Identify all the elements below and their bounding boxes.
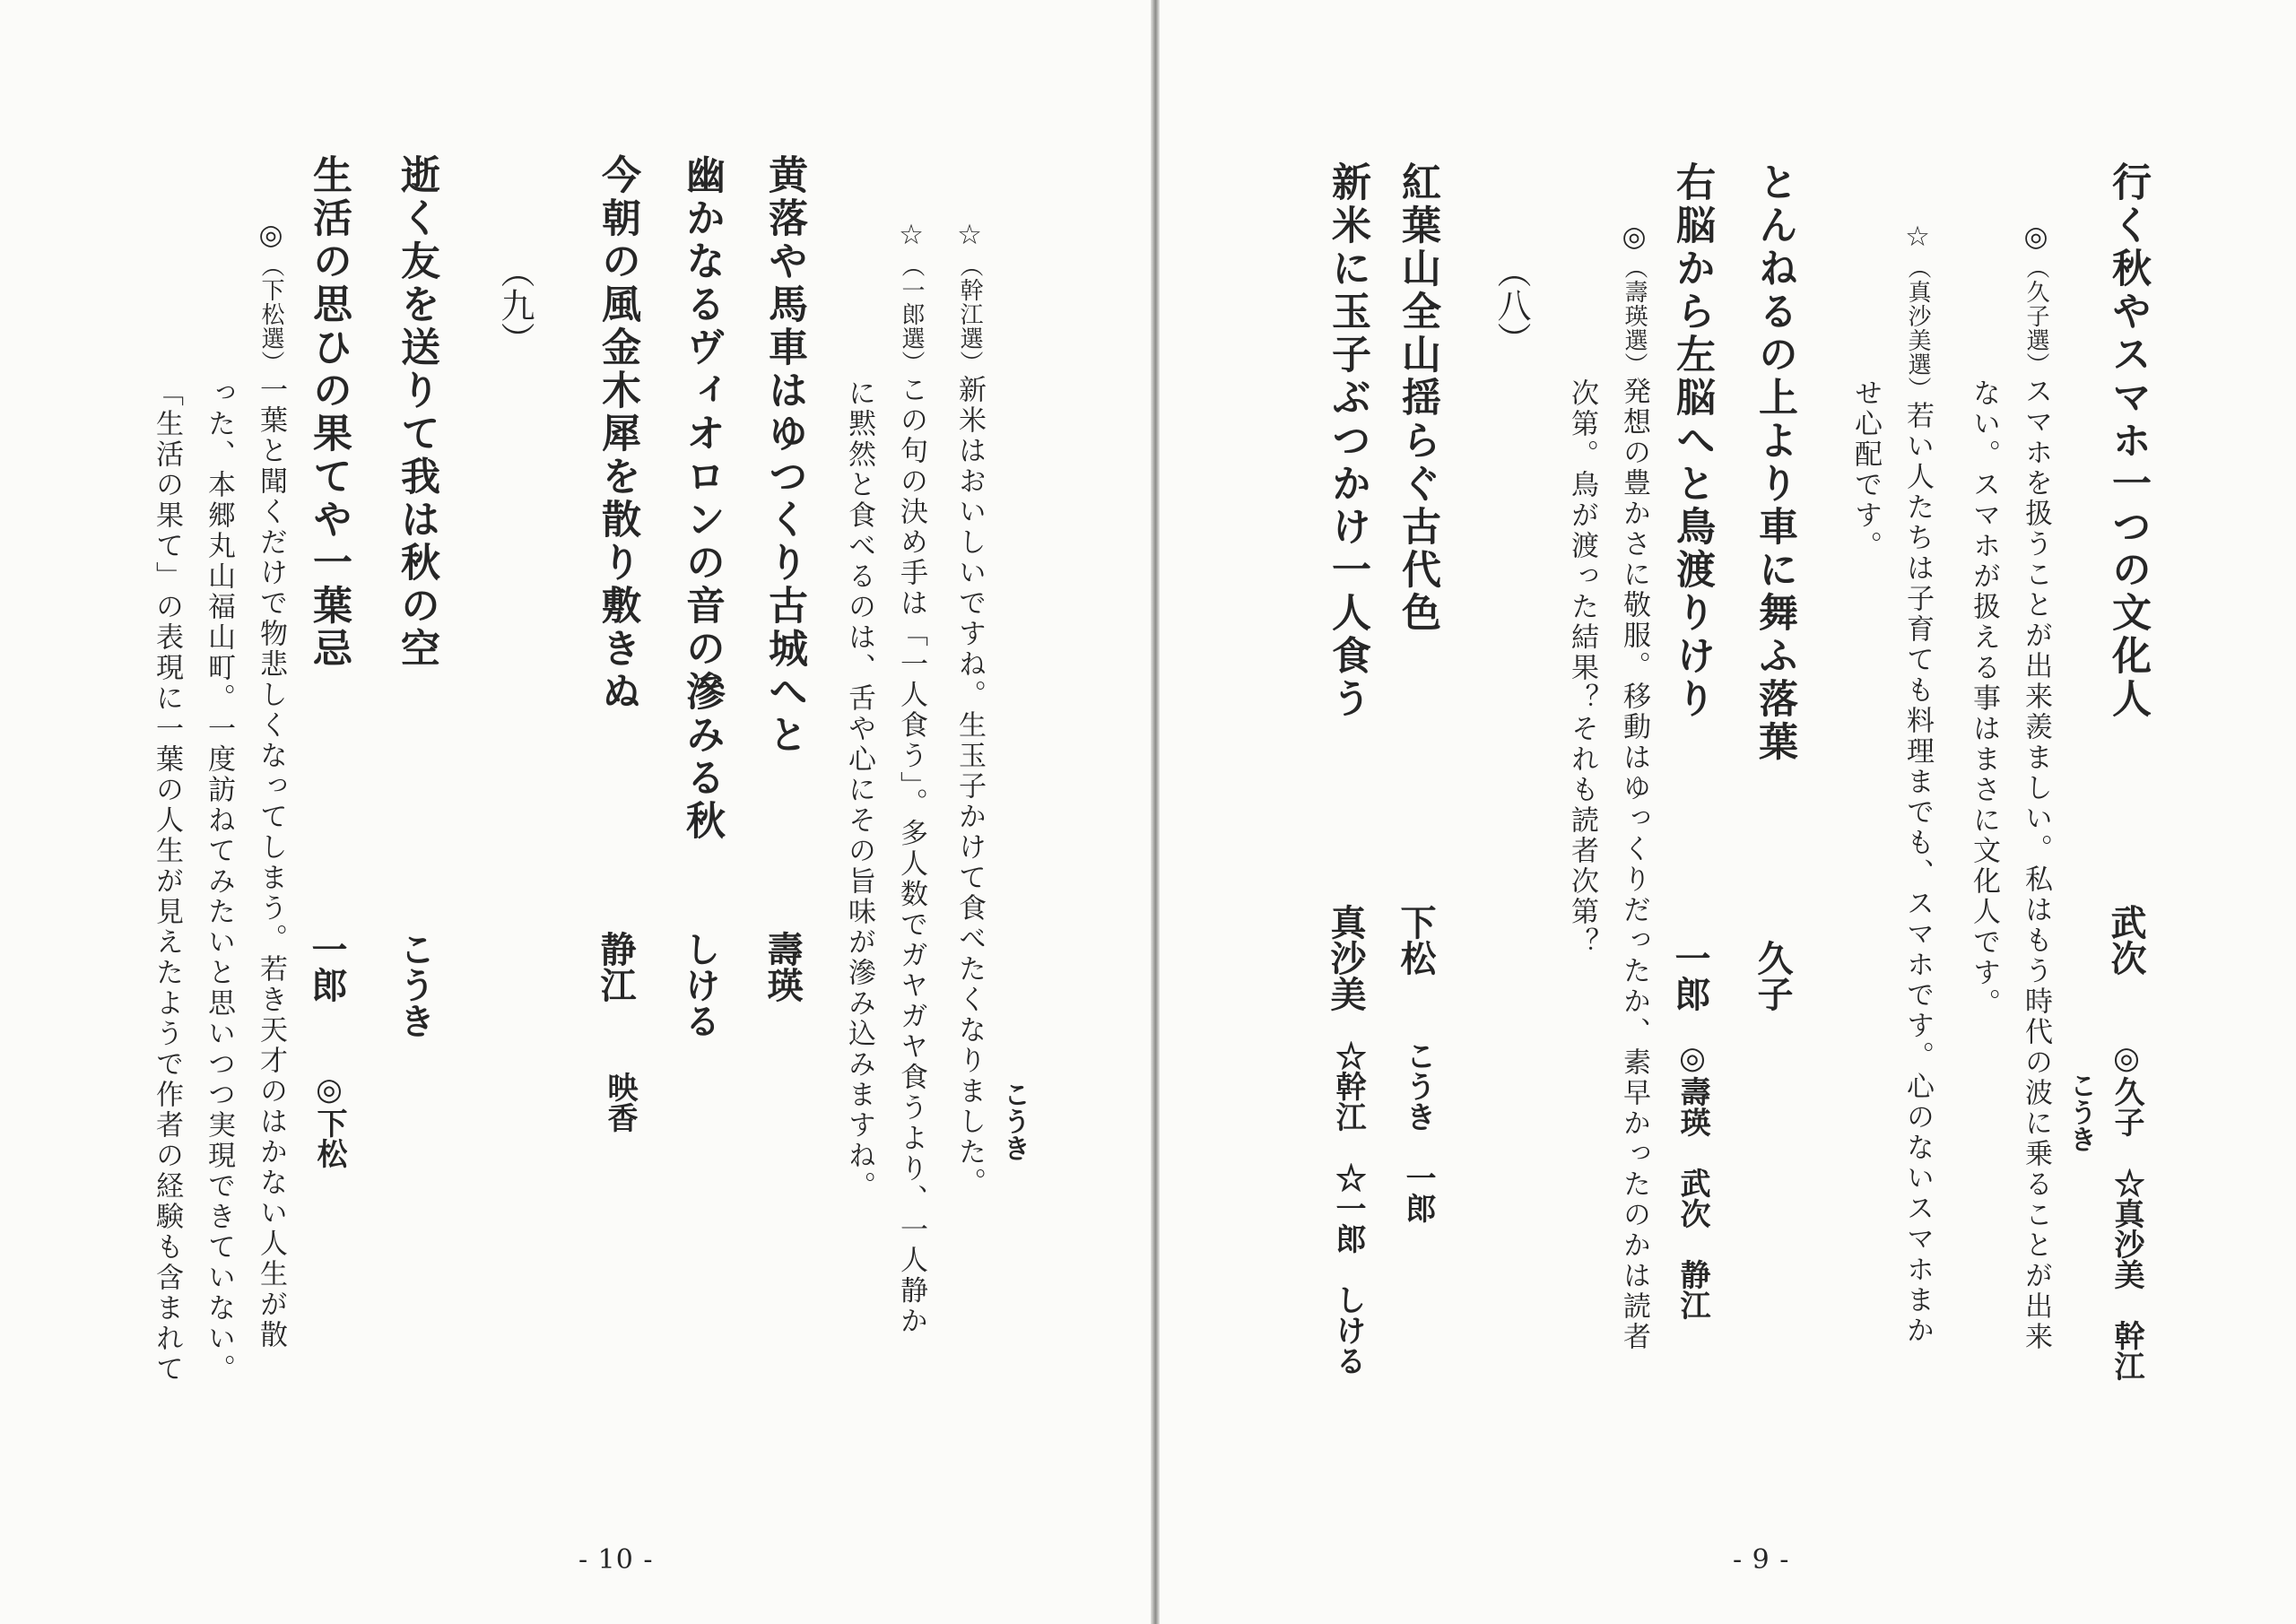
haiku: 右脳から左脳へと鳥渡りけり <box>1669 161 1715 721</box>
haiku-selectors: 映香 <box>602 1072 638 1133</box>
haiku-selectors: こうき <box>2065 1072 2096 1152</box>
haiku-author: しける <box>679 931 721 1038</box>
haiku: 黄落や馬車はゆつくり古城へと <box>761 154 807 757</box>
haiku-author: 一郎 <box>306 931 348 1003</box>
haiku: 生活の思ひの果てや一葉忌 <box>306 154 352 671</box>
comment-line: ☆（一郎選）この句の決め手は「一人食う」。多人数でガヤガヤ食うより、一人静か <box>895 219 927 1337</box>
haiku-selectors: ◎久子 ☆真沙美 幹江 <box>2109 1040 2144 1381</box>
page-number: - 9 - <box>1733 1544 1790 1576</box>
section-number: （九） <box>495 254 535 356</box>
right-page <box>1159 0 2296 1624</box>
haiku: 紅葉山全山揺らぐ古代色 <box>1395 161 1440 635</box>
comment-line: ☆（真沙美選）若い人たちは子育ても料理までも、スマホです。心のないスマホまか <box>1901 221 1934 1346</box>
haiku-selectors: ☆幹江 ☆一郎 しける <box>1330 1040 1366 1376</box>
comment-line: 「生活の果て」の表現に一葉の人生が見えたようで作者の経験も含まれて <box>151 378 183 1385</box>
haiku-author: 久子 <box>1752 940 1794 1012</box>
haiku: とんねるの上より車に舞ふ落葉 <box>1752 161 1797 764</box>
haiku-author: 一郎 <box>1669 940 1711 1012</box>
comment-line: ◎（下松選）一葉と聞くだけで物悲しくなってしまう。若き天才のはかない人生が散 <box>255 219 287 1350</box>
haiku-author: 真沙美 <box>1325 904 1367 1012</box>
haiku-selectors: ◎下松 <box>311 1072 347 1168</box>
haiku-selectors: ◎壽瑛 武次 静江 <box>1674 1040 1710 1320</box>
section-number: （八） <box>1492 254 1531 356</box>
comment-signature: こうき <box>998 1081 1030 1161</box>
haiku-selectors: こうき 一郎 <box>1400 1040 1436 1223</box>
haiku-author: こうき <box>394 931 436 1038</box>
haiku: 幽かなるヴィオロンの音の滲みる秋 <box>679 154 725 843</box>
comment-line: ☆（幹江選）新米はおいしいですね。生玉子かけて食べたくなりました。 <box>953 219 986 1198</box>
comment-line: ◎（久子選）スマホを扱うことが出来羨ましい。私はもう時代の波に乗ることが出来 <box>2020 221 2052 1352</box>
haiku-author: 静江 <box>595 931 637 1003</box>
page-number: - 10 - <box>578 1544 654 1576</box>
haiku: 今朝の風金木犀を散り敷きぬ <box>595 154 640 714</box>
comment-line: に黙然と食べるのは、舌や心にその旨味が滲み込みますね。 <box>843 378 875 1202</box>
haiku: 逝く友を送りて我は秋の空 <box>394 154 439 671</box>
comment-line: った、本郷丸山福山町。一度訪ねてみたいと思いつつ実現できていない。 <box>203 378 235 1385</box>
comment-line: 次第。鳥が渡った結果？それも読者次第？ <box>1566 378 1598 958</box>
haiku: 行く秋やスマホ一つの文化人 <box>2105 161 2151 721</box>
haiku-author: 壽瑛 <box>761 931 804 1003</box>
haiku-author: 武次 <box>2105 904 2147 976</box>
comment-line: ない。スマホが扱える事はまさに文化人です。 <box>1968 378 2000 1019</box>
haiku-author: 下松 <box>1395 904 1437 976</box>
comment-line: せ心配です。 <box>1849 378 1882 561</box>
comment-line: ◎（壽瑛選）発想の豊かさに敬服。移動はゆっくりだったか、素早かったのかは読者 <box>1618 221 1650 1352</box>
haiku: 新米に玉子ぶつかけ一人食う <box>1325 161 1370 721</box>
